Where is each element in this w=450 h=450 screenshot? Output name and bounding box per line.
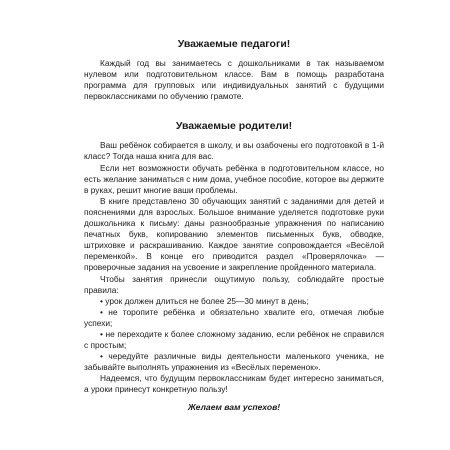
rule-item: • чередуйте различные виды деятельности маленького ученика, не забывайте выполнять упражнения из «Весёлых переменок».: [84, 351, 384, 373]
rule-item: • не переходите к более сложному заданию, если ребёнок не справился с простым;: [84, 328, 384, 351]
parents-paragraph-2: Если нет возможности обучать ребёнка в подготовительном классе, но есть желание заниматься с ним дома, учебное пособие, которое вы держите в руках, решит многие ваши проблемы.: [84, 162, 384, 195]
parents-paragraph-1: Ваш ребёнок собирается в школу, и вы озабочены его подготовкой в 1-й класс? Тогда наша книга для вас.: [84, 140, 384, 162]
parents-heading: Уважаемые родители!: [175, 120, 293, 133]
teachers-paragraph: Каждый год вы занимаетесь с дошкольниками в так называемом нулевом или подготовительном классе. Вам в помощь разработана программа для групповых или индивидуальных занятий с будущими первоклассниками по обучению грамоте.: [84, 58, 384, 102]
teachers-heading: Уважаемые педагоги!: [177, 38, 291, 50]
parents-paragraph-3: В книге представлено 30 обучающих занятий с заданиями для детей и пояснениями для взрослых. Большое внимание уделяется подготовке руки дошкольника к письму: даны разнообразные упражнения по написанию печатных букв, копированию элементов письменных букв, обводке, штриховке и раскрашиванию. Каждое занятие сопровождается «Весёлой переменкой». В конце его приводится раздел «Проверялочка» — проверочные задания на усвоение и закрепление пройденного материала.: [84, 195, 384, 273]
rule-item: • урок должен длиться не более 25—30 минут в день;: [100, 295, 309, 306]
rule-item: • не торопите ребёнка и обязательно хвалите его, отмечая любые успехи;: [84, 306, 384, 328]
parents-paragraph-5: Надеемся, что будущим первоклассникам будет интересно заниматься, а уроки принесут конкретную пользу!: [84, 373, 384, 395]
closing-wish: Желаем вам успехов!: [187, 401, 281, 412]
parents-paragraph-4: Чтобы занятия принесли ощутимую пользу, соблюдайте простые правила:: [84, 273, 384, 295]
